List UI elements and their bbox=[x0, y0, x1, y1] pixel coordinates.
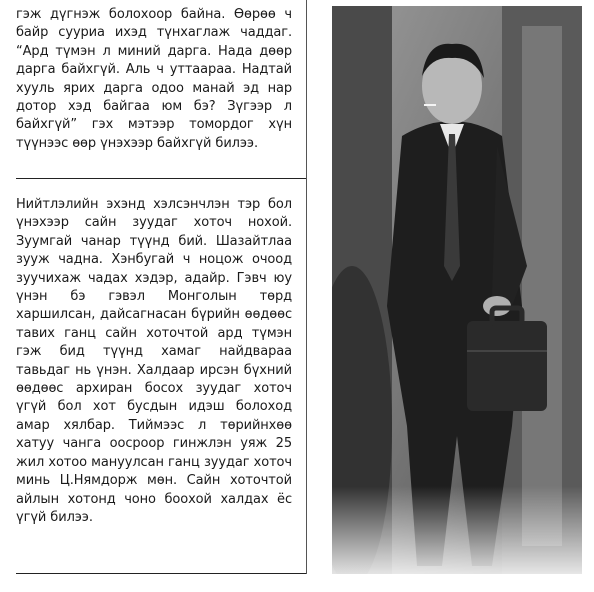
article-paragraph-2: Нийтлэлийн эхэнд хэлсэнчлэн тэр бол үнэхээр сайн зуудаг хоточ нохой. Зуумгай чанар түүнд бий. Шазайтлаа зууж чадна. Хэнбугай ч ноцож очоод зуучихаж чадах хэдэр, адайр. Гэвч юу үнэн бэ гэвэл Монголын төрд харшилсан, дайсагнасан бүрийн өөдөөс тавих ганц сайн хоточтой ард түмэн гэж бид түүнд хамаг найдвараа тавьдаг нь үнэн. Халдаар ирсэн бүхний өөдөөс архиран босох зуудаг хоточ үгүй бол хот бусдын идэш болоход амар хялбар. Тиймээс л төрийнхөө хатуу чанга оосроор гинжлэн уяж 25 жил хотоо мануулсан ганц зуудаг хоточ минь Ц.Нямдорж мөн. Сайн хоточтой айлын хотонд чоно боохой халдах ёс үгүй билээ. bbox=[16, 197, 292, 525]
photo-illustration bbox=[332, 6, 582, 574]
article-photo bbox=[332, 6, 582, 574]
column-divider bbox=[306, 0, 307, 574]
paragraph-divider bbox=[16, 178, 306, 179]
bottom-rule bbox=[16, 573, 306, 574]
article-paragraph-1: гэж дүгнэж болохоор байна. Өөрөө ч байр сууриа ихэд түнхаглаж чаддаг. “Ард түмэн л миний дарга. Нада дөөр дарга байхгүй. Аль ч уттаараа. Надтай хууль ярих дарга одоо манай эд нар дотор хэд байгаа юм бэ? Зүгээр л байхгүй” гэх мэтээр томордог хүн түүнээс өөр үнэхээр байхгүй билээ. bbox=[16, 7, 292, 151]
